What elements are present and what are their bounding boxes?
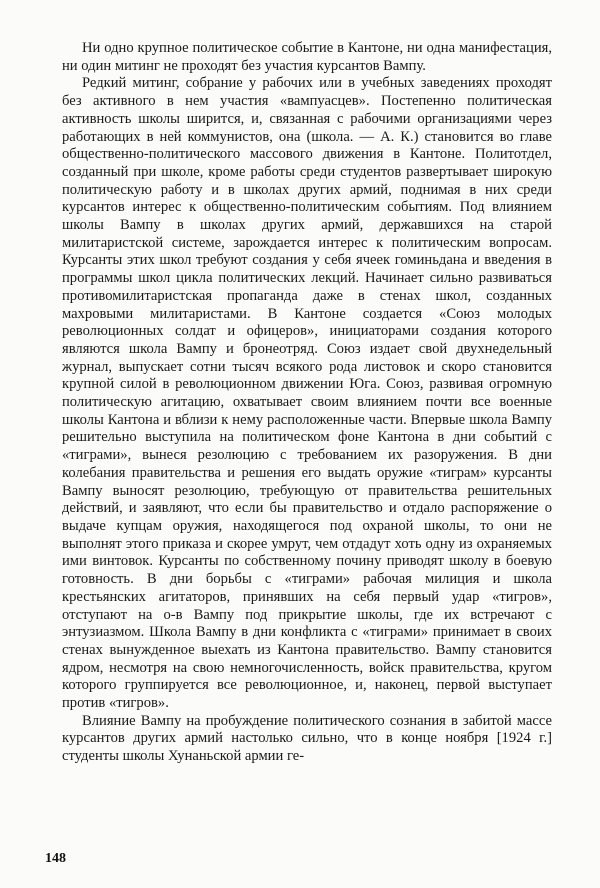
body-text [62, 40, 552, 766]
page-number: 148 [45, 851, 66, 866]
paragraph-1: Ни одно крупное политическое событие в Кантоне, ни одна манифестация, ни один митинг не проходят без участия курсантов Вампу. [62, 40, 552, 74]
paragraph-2: Редкий митинг, собрание у рабочих или в учебных заведениях проходят без активного в нем участия «вампуасцев». Постепенно политическая активность школы ширится, и, связанная с рабочими организациями через работающих в ней коммунистов, она (школа. — А. К.) становится во главе общественно-политического массового движения в Кантоне. Политотдел, созданный при школе, кроме работы среди студентов развертывает широкую политическую работу и в школах других армий, поднимая в них среди курсантов интерес к общественно-политическим событиям. Под влиянием школы Вампу в школах других армий, державшихся на старой милитаристской системе, зарождается интерес к политическим вопросам. Курсанты этих школ требуют создания у себя ячеек гоминьдана и введения в программы школ цикла политических лекций. Начинает сильно развиваться противомилитаристская пропаганда даже в стенах школ, созданных махровыми милитаристами. В Кантоне создается «Союз молодых революционных солдат и офицеров», инициаторами создания которого являются школа Вампу и бронеотряд. Союз издает свой двухнедельный журнал, выпускает сотни тысяч всякого рода листовок и скоро становится крупной силой в революционном движении Юга. Союз, развивая огромную политическую агитацию, охватывает своим влиянием почти все военные школы Кантона и вблизи к нему расположенные части. Впервые школа Вампу решительно выступила на политическом фоне Кантона в дни событий с «тиграми», вынеся резолюцию с требованием их разоружения. В дни колебания правительства и решения его выдать оружие «тиграм» курсанты Вампу выносят резолюцию, требующую от правительства решительных действий, и заявляют, что если бы правительство и отдало распоряжение о выдаче купцам оружия, находящегося под охраной школы, то они не выполнят этого приказа и скорее умрут, чем отдадут хоть одну из охраняемых ими винтовок. Курсанты по собственному почину приводят школу в боевую готовность. В дни борьбы с «тиграми» рабочая милиция и школа крестьянских агитаторов, принявших на себя первый удар «тигров», отступают на о-в Вампу под прикрытие школы, где их встречают с энтузиазмом. Школа Вампу в дни конфликта с «тиграми» принимает в своих стенах вынужденное выехать из Кантона правительство. Вампу становится ядром, несмотря на свою немногочисленность, войск правительства, кругом которого группируется все революционное, и, наконец, первой выступает против «тигров». [62, 75, 552, 712]
paragraph-3: Влияние Вампу на пробуждение политического сознания в забитой массе курсантов других армий настолько сильно, что в конце ноября [1924 г.] студенты школы Хунаньской армии ге- [62, 712, 552, 765]
